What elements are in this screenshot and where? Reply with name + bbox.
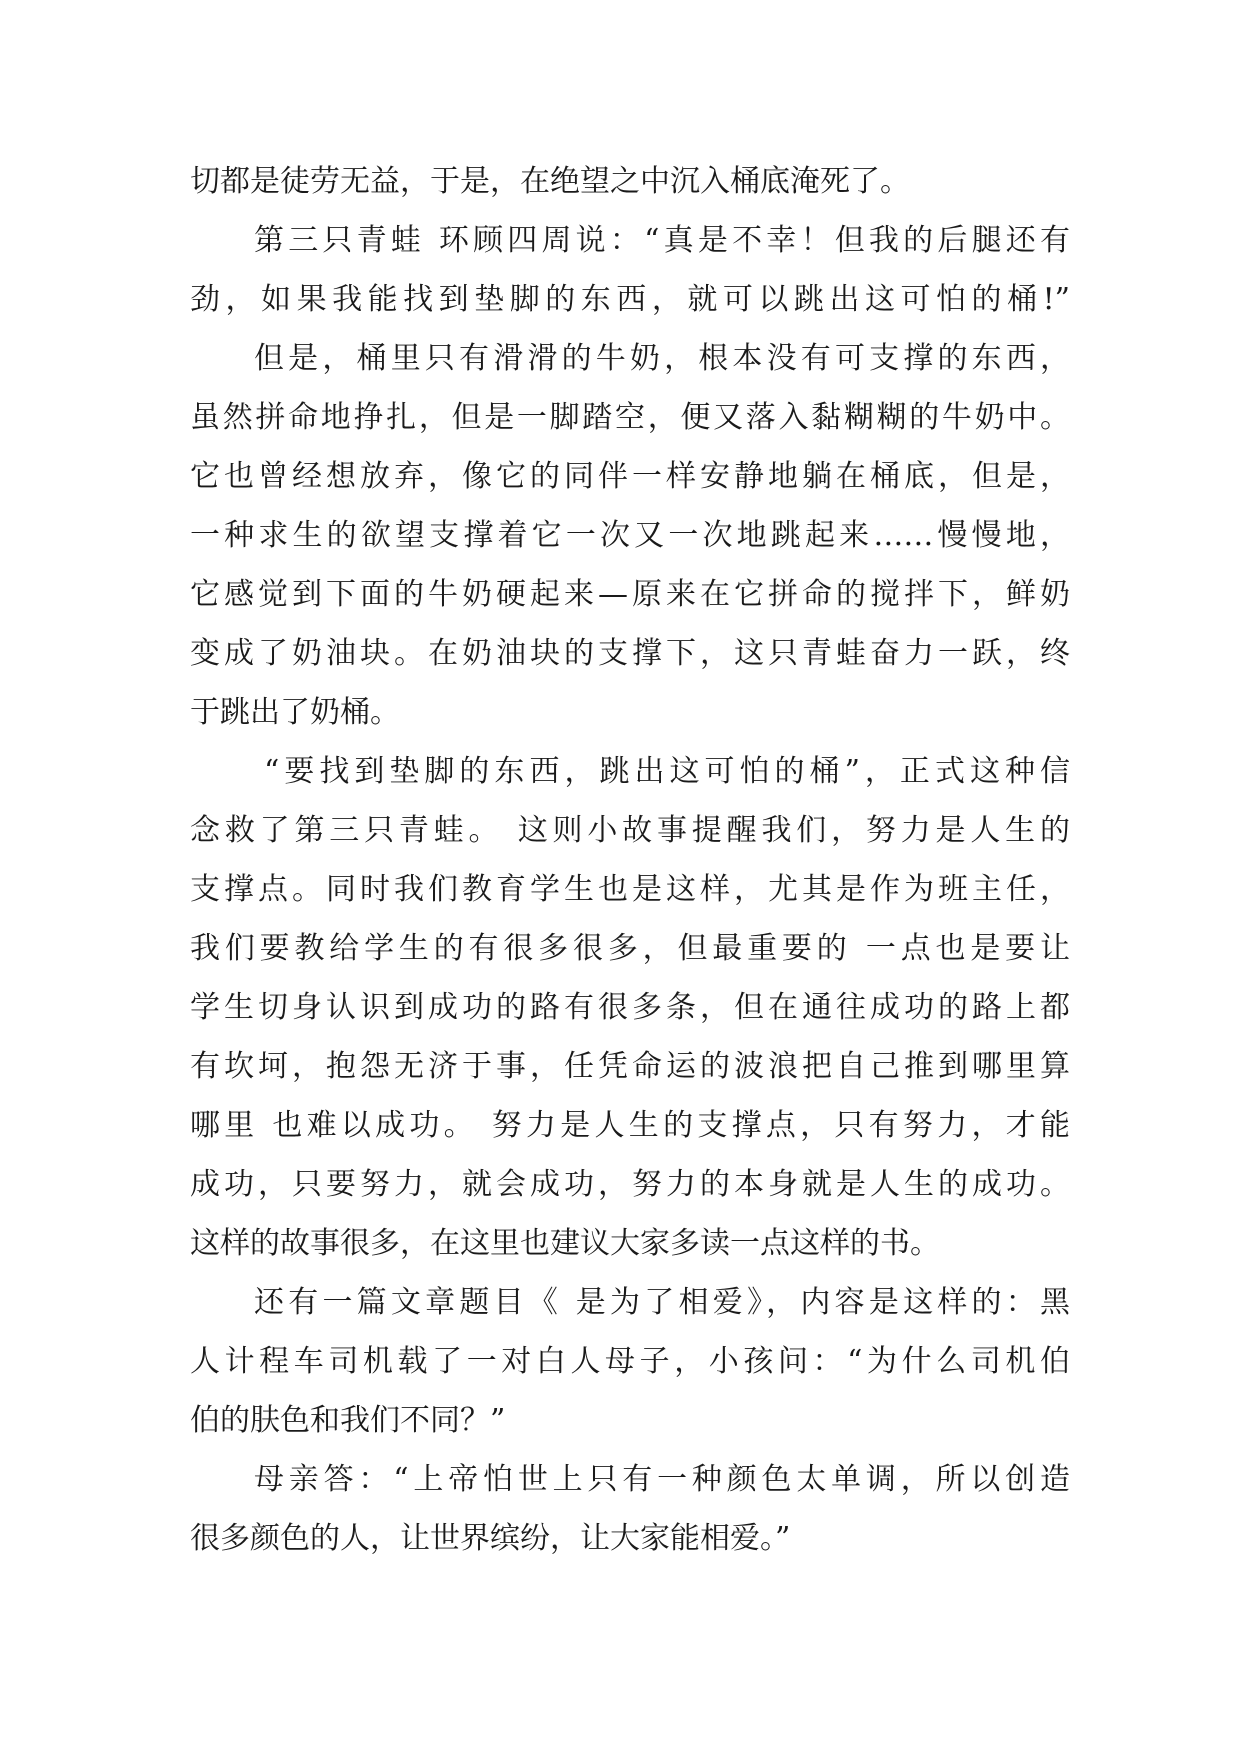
text-line: 虽然拼命地挣扎，但是一脚踏空，便又落入黏糊糊的牛奶中。 xyxy=(190,400,1070,435)
text-line: “要找到垫脚的东西，跳出这可怕的桶”，正式这种信 xyxy=(264,754,1070,789)
text-line: 我们要教给学生的有很多很多，但最重要的 一点也是要让 xyxy=(190,931,1070,966)
text-line: 伯的肤色和我们不同？” xyxy=(190,1403,506,1438)
text-line: 一种求生的欲望支撑着它一次又一次地跳起来……慢慢地， xyxy=(190,518,1070,553)
text-line: 哪里 也难以成功。 努力是人生的支撑点，只有努力，才能 xyxy=(190,1108,1070,1143)
text-line: 人计程车司机载了一对白人母子，小孩问：“为什么司机伯 xyxy=(190,1344,1070,1379)
text-line: 成功，只要努力，就会成功，努力的本身就是人生的成功。 xyxy=(190,1167,1070,1202)
text-line: 很多颜色的人，让世界缤纷，让大家能相爱。” xyxy=(190,1521,791,1556)
text-line: 它也曾经想放弃，像它的同伴一样安静地躺在桶底，但是， xyxy=(190,459,1070,494)
text-line: 还有一篇文章题目《 是为了相爱》，内容是这样的：黑 xyxy=(254,1285,1070,1320)
text-line: 这样的故事很多，在这里也建议大家多读一点这样的书。 xyxy=(190,1226,940,1261)
text-line: 于跳出了奶桶。 xyxy=(190,695,400,730)
body-text xyxy=(190,152,1070,1568)
text-line: 母亲答：“上帝怕世上只有一种颜色太单调，所以创造 xyxy=(254,1462,1070,1497)
text-line: 劲，如果我能找到垫脚的东西，就可以跳出这可怕的桶!” xyxy=(190,282,1070,317)
text-line: 第三只青蛙 环顾四周说：“真是不幸！但我的后腿还有 xyxy=(254,223,1070,258)
text-line: 支撑点。同时我们教育学生也是这样，尤其是作为班主任， xyxy=(190,872,1070,907)
text-line: 切都是徒劳无益，于是，在绝望之中沉入桶底淹死了。 xyxy=(190,164,910,199)
text-line: 但是，桶里只有滑滑的牛奶，根本没有可支撑的东西， xyxy=(254,341,1070,376)
text-line: 学生切身认识到成功的路有很多条，但在通往成功的路上都 xyxy=(190,990,1070,1025)
text-line: 念救了第三只青蛙。 这则小故事提醒我们，努力是人生的 xyxy=(190,813,1070,848)
text-line: 有坎坷，抱怨无济于事，任凭命运的波浪把自己推到哪里算 xyxy=(190,1049,1070,1084)
text-line: 变成了奶油块。在奶油块的支撑下，这只青蛙奋力一跃，终 xyxy=(190,636,1070,671)
text-line: 它感觉到下面的牛奶硬起来—原来在它拼命的搅拌下，鲜奶 xyxy=(190,577,1070,612)
